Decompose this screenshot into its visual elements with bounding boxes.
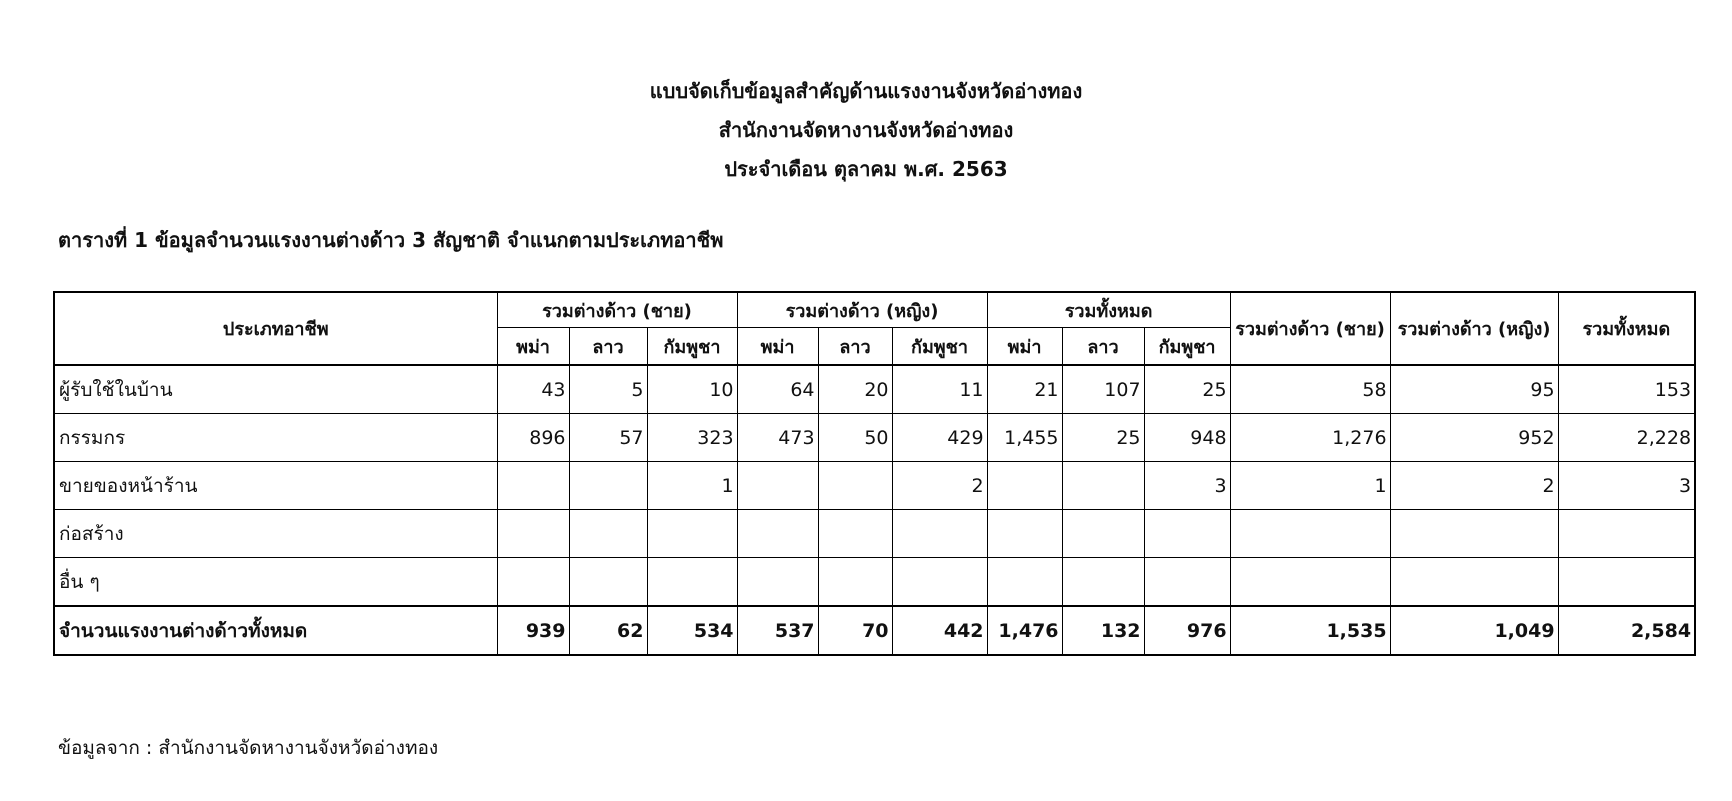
report-period: ประจำเดือน ตุลาคม พ.ศ. 2563 xyxy=(724,157,1008,181)
value-cell xyxy=(569,510,647,558)
header-laos: ลาว xyxy=(818,328,892,366)
value-cell: 64 xyxy=(737,365,818,414)
value-cell: 10 xyxy=(647,365,737,414)
value-cell xyxy=(818,510,892,558)
row-label: อื่น ๆ xyxy=(54,558,497,607)
value-cell xyxy=(987,510,1062,558)
source-note: ข้อมูลจาก : สำนักงานจัดหางานจังหวัดอ่างทอง xyxy=(58,737,439,759)
value-cell: 1,535 xyxy=(1230,606,1390,655)
value-cell: 107 xyxy=(1062,365,1144,414)
value-cell xyxy=(569,558,647,607)
value-cell: 58 xyxy=(1230,365,1390,414)
value-cell: 537 xyxy=(737,606,818,655)
header-myanmar: พม่า xyxy=(737,328,818,366)
value-cell: 429 xyxy=(892,414,987,462)
value-cell: 62 xyxy=(569,606,647,655)
value-cell: 20 xyxy=(818,365,892,414)
value-cell: 57 xyxy=(569,414,647,462)
value-cell xyxy=(497,510,569,558)
value-cell: 952 xyxy=(1390,414,1558,462)
value-cell: 323 xyxy=(647,414,737,462)
value-cell: 25 xyxy=(1144,365,1230,414)
header-myanmar: พม่า xyxy=(497,328,569,366)
value-cell: 11 xyxy=(892,365,987,414)
value-cell: 473 xyxy=(737,414,818,462)
value-cell: 1,476 xyxy=(987,606,1062,655)
value-cell: 3 xyxy=(1558,462,1695,510)
table-body xyxy=(54,365,1695,655)
value-cell xyxy=(1144,558,1230,607)
value-cell: 976 xyxy=(1144,606,1230,655)
value-cell xyxy=(818,462,892,510)
value-cell xyxy=(569,462,647,510)
header-total-female: รวมต่างด้าว (หญิง) xyxy=(1390,292,1558,365)
value-cell: 132 xyxy=(1062,606,1144,655)
workers-table xyxy=(53,291,1696,656)
value-cell xyxy=(1558,558,1695,607)
value-cell: 21 xyxy=(987,365,1062,414)
value-cell: 948 xyxy=(1144,414,1230,462)
total-row xyxy=(54,606,1695,655)
table-row xyxy=(54,365,1695,414)
report-header xyxy=(0,72,1732,189)
header-laos: ลาว xyxy=(1062,328,1144,366)
report-office: สำนักงานจัดหางานจังหวัดอ่างทอง xyxy=(718,118,1014,142)
header-occupation: ประเภทอาชีพ xyxy=(54,292,497,365)
header-myanmar: พม่า xyxy=(987,328,1062,366)
value-cell xyxy=(1230,558,1390,607)
value-cell xyxy=(1230,510,1390,558)
row-label: ก่อสร้าง xyxy=(54,510,497,558)
value-cell: 43 xyxy=(497,365,569,414)
table-row xyxy=(54,414,1695,462)
report-title: แบบจัดเก็บข้อมูลสำคัญด้านแรงงานจังหวัดอ่างทอง xyxy=(649,79,1083,103)
value-cell xyxy=(987,558,1062,607)
header-total-male: รวมต่างด้าว (ชาย) xyxy=(1230,292,1390,365)
value-cell: 1 xyxy=(1230,462,1390,510)
value-cell: 25 xyxy=(1062,414,1144,462)
value-cell: 70 xyxy=(818,606,892,655)
header-group-female: รวมต่างด้าว (หญิง) xyxy=(737,292,987,328)
value-cell xyxy=(1558,510,1695,558)
value-cell: 153 xyxy=(1558,365,1695,414)
value-cell: 2 xyxy=(892,462,987,510)
value-cell: 939 xyxy=(497,606,569,655)
table-row xyxy=(54,462,1695,510)
header-group-all: รวมทั้งหมด xyxy=(987,292,1230,328)
value-cell xyxy=(647,558,737,607)
header-total-all: รวมทั้งหมด xyxy=(1558,292,1695,365)
table-row xyxy=(54,510,1695,558)
value-cell xyxy=(1062,558,1144,607)
value-cell xyxy=(497,462,569,510)
table-title: ตารางที่ 1 ข้อมูลจำนวนแรงงานต่างด้าว 3 สัญชาติ จำแนกตามประเภทอาชีพ xyxy=(58,228,724,252)
value-cell xyxy=(497,558,569,607)
value-cell: 50 xyxy=(818,414,892,462)
value-cell xyxy=(987,462,1062,510)
value-cell xyxy=(647,510,737,558)
value-cell: 1,455 xyxy=(987,414,1062,462)
value-cell xyxy=(1062,462,1144,510)
header-cambodia: กัมพูชา xyxy=(647,328,737,366)
value-cell: 95 xyxy=(1390,365,1558,414)
value-cell: 1,049 xyxy=(1390,606,1558,655)
value-cell: 5 xyxy=(569,365,647,414)
value-cell xyxy=(1390,558,1558,607)
value-cell: 1 xyxy=(647,462,737,510)
value-cell xyxy=(892,558,987,607)
row-label: กรรมกร xyxy=(54,414,497,462)
value-cell xyxy=(818,558,892,607)
value-cell: 442 xyxy=(892,606,987,655)
value-cell: 2,584 xyxy=(1558,606,1695,655)
value-cell: 1,276 xyxy=(1230,414,1390,462)
value-cell: 534 xyxy=(647,606,737,655)
value-cell: 3 xyxy=(1144,462,1230,510)
header-laos: ลาว xyxy=(569,328,647,366)
table-row xyxy=(54,558,1695,607)
value-cell xyxy=(1390,510,1558,558)
value-cell: 2,228 xyxy=(1558,414,1695,462)
value-cell xyxy=(737,510,818,558)
header-group-male: รวมต่างด้าว (ชาย) xyxy=(497,292,737,328)
value-cell xyxy=(737,462,818,510)
value-cell: 2 xyxy=(1390,462,1558,510)
header-cambodia: กัมพูชา xyxy=(892,328,987,366)
header-cambodia: กัมพูชา xyxy=(1144,328,1230,366)
value-cell: 896 xyxy=(497,414,569,462)
value-cell xyxy=(1062,510,1144,558)
row-label: จำนวนแรงงานต่างด้าวทั้งหมด xyxy=(54,606,497,655)
value-cell xyxy=(1144,510,1230,558)
row-label: ขายของหน้าร้าน xyxy=(54,462,497,510)
value-cell xyxy=(737,558,818,607)
row-label: ผู้รับใช้ในบ้าน xyxy=(54,365,497,414)
value-cell xyxy=(892,510,987,558)
